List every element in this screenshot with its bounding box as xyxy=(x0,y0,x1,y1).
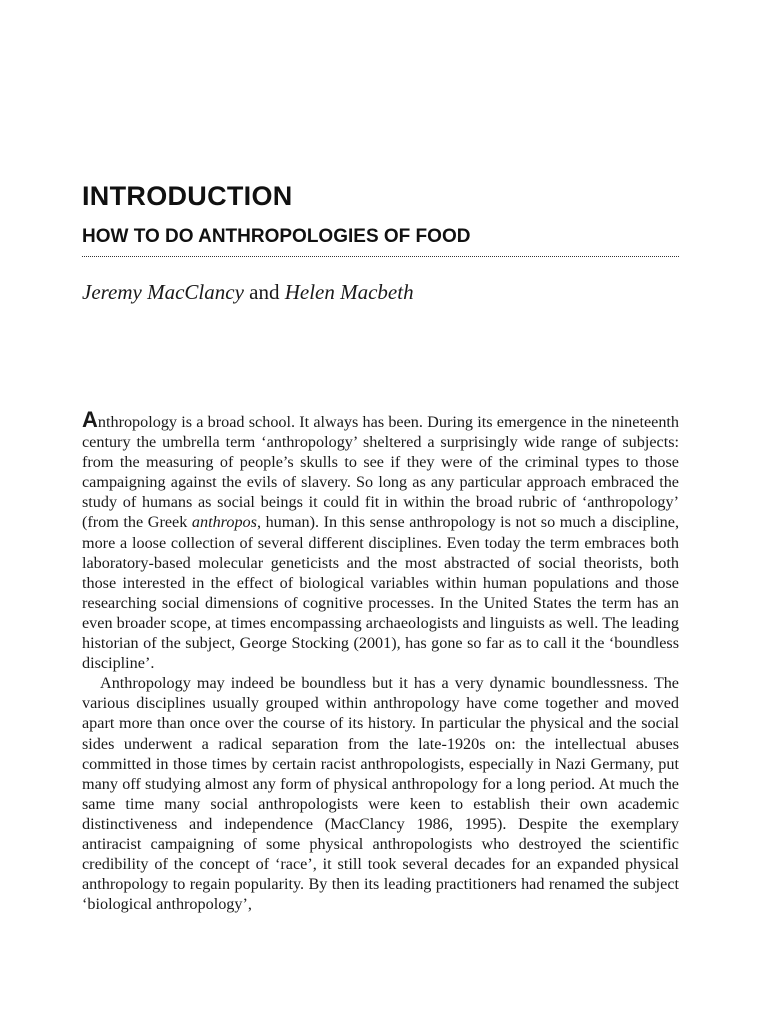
author-name: Jeremy MacClancy xyxy=(82,280,244,304)
author-conjunction: and xyxy=(249,280,280,304)
body-text xyxy=(82,409,679,914)
author-byline xyxy=(82,280,414,305)
drop-initial: A xyxy=(82,407,98,432)
chapter-subtitle: HOW TO DO ANTHROPOLOGIES OF FOOD xyxy=(82,226,471,247)
italic-term: anthropos xyxy=(191,513,257,532)
paragraph-text: , human). In this sense anthropology is not so much a discipline, more a loose collection of several different disciplines. Even today the term embraces both laboratory-based molecular geneticists and the most abstracted of social theorists, both those interested in the effect of biological variables within human populations and those researching social dimensions of cognitive processes. In the United States the term has an even broader scope, at times encompassing archaeologists and linguists as well. The leading historian of the subject, George Stocking (2001), has gone so far as to call it the ‘boundless discipline’. xyxy=(82,513,679,673)
chapter-title: INTRODUCTION xyxy=(82,181,293,211)
author-name: Helen Macbeth xyxy=(284,280,414,304)
paragraph-text: nthropology is a broad school. It always has been. During its emergence in the nineteenth century the umbrella term ‘anthropology’ sheltered a surprisingly wide range of subjects: from the measuring of people’s skulls to see if they were of the criminal types to those campaigning against the evils of slavery. So long as any particular approach embraced the study of humans as social beings it could fit in within the broad rubric of ‘anthropology’ (from the Greek xyxy=(82,413,679,532)
paragraph xyxy=(82,409,679,673)
dotted-divider xyxy=(82,256,679,257)
paragraph: Anthropology may indeed be boundless but it has a very dynamic boundlessness. The various disciplines usually grouped within anthropology have come together and moved apart more than once over the course of its history. In particular the physical and the social sides underwent a radical separation from the late-1920s on: the intellectual abuses committed in those times by certain racist anthropologists, especially in Nazi Germany, put many off studying almost any form of physical anthropology for a long period. At much the same time many social anthropologists were keen to establish their own academic distinctiveness and independence (MacClancy 1986, 1995). Despite the exemplary antiracist campaigning of some physical anthropologists who destroyed the scientific credibility of the concept of ‘race’, it still took several decades for an expanded physical anthropology to regain popularity. By then its leading practitioners had renamed the subject ‘biological anthropology’, xyxy=(82,674,679,914)
